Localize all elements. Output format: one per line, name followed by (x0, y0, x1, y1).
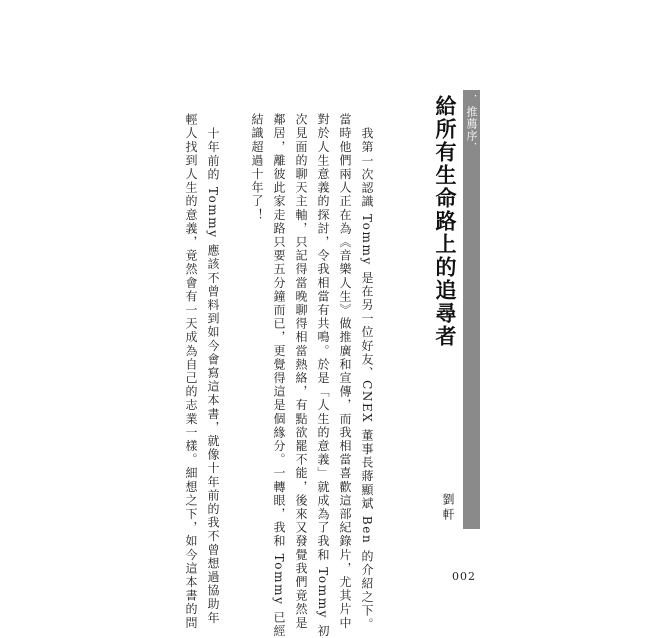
chapter-title: 給所有生命路上的追尋者 (433, 95, 458, 348)
body-line: 鄰居，離彼此家走路只要五分鐘而已，更覺得這是個緣分。一轉眼，我和 Tommy 已經 (272, 113, 286, 638)
body-line: 十年前的 Tommy 應該不曾料到如今會寫這本書，就像十年前的我不曾想過協助年 (206, 127, 220, 625)
body-line: 當時他們兩人正在為《音樂人生》做推廣和宣傳，而我相當喜歡這部紀錄片，尤其片中 (338, 113, 352, 630)
section-tab (463, 90, 480, 529)
body-line: 對於人生意義的探討，令我相當有共鳴。於是「人生的意義」就成為了我和 Tommy 初 (316, 113, 330, 638)
section-label: ．推薦序． (465, 94, 478, 154)
body-line: 結識超過十年了！ (250, 113, 264, 222)
author-name: 劉軒 (441, 493, 455, 523)
page-number: 002 (452, 570, 476, 583)
body-line: 次見面的聊天主軸，只記得當晚聊得相當熱絡，有點欲罷不能，後來又發覺我們竟然是 (294, 113, 308, 630)
body-line: 我第一次認識 Tommy 是在另一位好友、CNEX 董事長蔣顯斌 Ben 的介紹之下。 (360, 127, 374, 632)
body-line: 輕人找到人生的意義，竟然會有一天成為自己的志業一樣。細想之下，如今這本書的問 (184, 113, 198, 630)
